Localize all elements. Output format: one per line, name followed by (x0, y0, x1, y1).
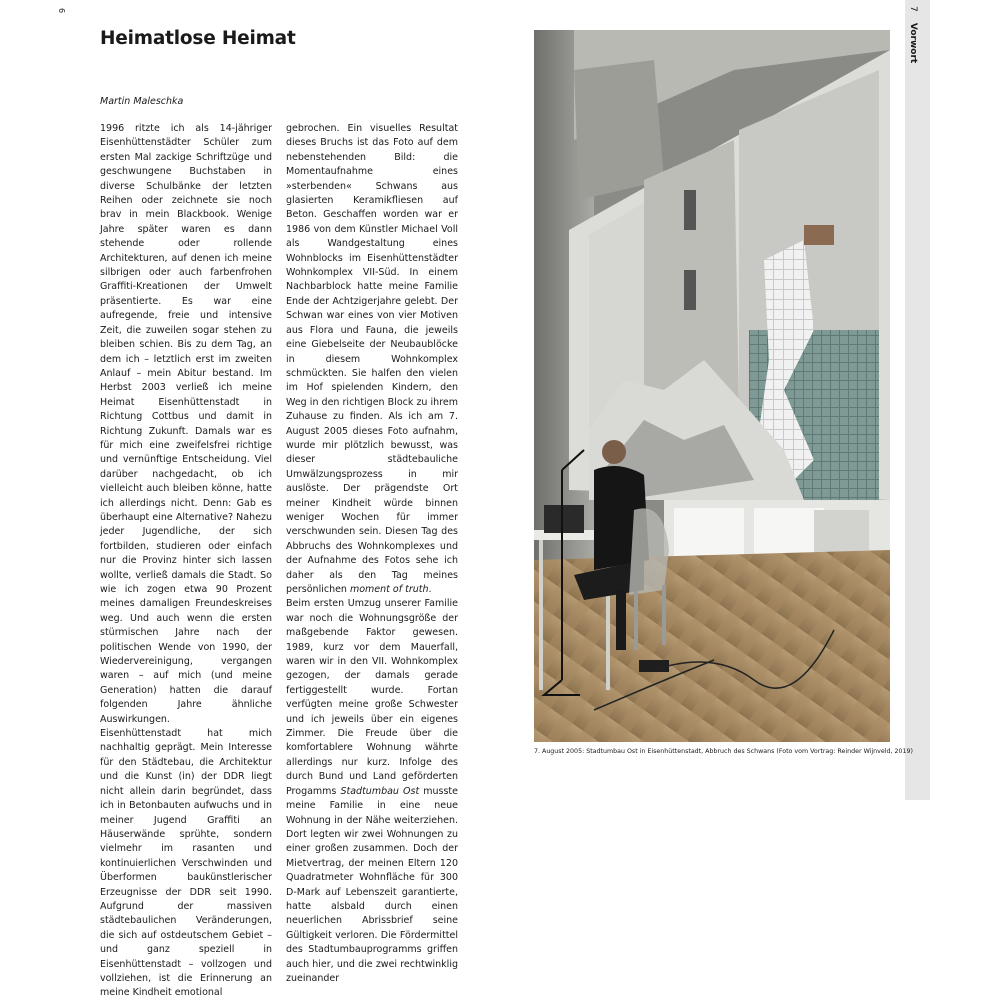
section-tab (905, 0, 930, 800)
emphasis-text: moment of truth (349, 584, 429, 595)
emphasis-text: Stadtumbau Ost (340, 785, 420, 797)
paragraph-text: Beim ersten Umzug unserer Familie war noch die Wohnungsgröße der maßgebende Faktor gewesen. 1989, kurz vor dem Mauerfall, waren wir in den VII. Wohnkomplex gezogen, der damals gerade fertiggestellt wurde. Fortan verfügten meine große Schwester und ich jeweils über ein eigenes Zimmer. Die Freude über die komfortablere Wohnung währte allerdings nur kurz. Infolge des durch Bund und Land geförderten Progamms (286, 598, 458, 797)
paragraph: 1996 ritzte ich als 14-jähriger Eisenhüttenstädter Schüler zum ersten Mal zackige Schriftzüge und geschwungene Buchstaben in diverse Schulbänke der letzten Reihen oder zeichnete sie noch brav in mein Blackbook. Wenige Jahre später waren es dann stehende oder rollende Architekturen, auf denen ich meine silbrigen oder auch farbenfrohen Graffiti-Kreationen der Umwelt präsentierte. Es war eine aufregende, freie und intensive Zeit, die zuweilen sogar stehen zu bleiben schien. Bis zu dem Tag, an dem ich – letztlich erst im zweiten Anlauf – mein Abitur bestand. Im Herbst 2003 verließ ich meine Heimat Eisenhüttenstadt in Richtung Cottbus und damit in Richtung Zukunft. Damals war es für mich eine zweifelsfrei richtige und vernünftige Entscheidung. Viel darüber nachgedacht, ob ich vielleicht auch bleiben könne, hatte ich allerdings nicht. Denn: Gab es überhaupt eine Alternative? Nahezu jeder Jugendliche, der sich fortbilden, studieren oder einfach nur die Provinz hinter sich lassen wollte, verließ damals die Stadt. So wie ich zogen etwa 90 Prozent meines damaligen Freundeskreises weg. Und auch wenn die ersten stürmischen Jahre nach der politischen Wende von 1990, der Wiedervereinigung, vergangen waren – auf mich (und meine Generation) hatten die darauf folgenden Jahre ähnliche Auswirkungen. (100, 123, 272, 725)
lecture-photo (534, 30, 890, 742)
page-number-left: 6 (57, 8, 66, 14)
text-column-left (100, 122, 272, 1001)
paragraph (286, 122, 458, 597)
article-author: Martin Maleschka (100, 96, 184, 107)
page-number-right: 7 (908, 6, 918, 12)
article-title: Heimatlose Heimat (100, 28, 296, 49)
photo-caption: 7. August 2005: Stadtumbau Ost in Eisenhüttenstadt, Abbruch des Schwans (Foto vom Vortrag: Reinder Wijnveld, 2019) (534, 748, 913, 755)
paragraph-text: gebrochen. Ein visuelles Resultat dieses Bruchs ist das Foto auf dem nebenstehenden Bild: die Momentaufnahme eines »sterbenden« Schwans aus glasierten Keramikfliesen auf Beton. Geschaffen worden war er 1986 von dem Künstler Michael Voll als Wandgestaltung eines Wohnblocks im Eisenhüttenstädter Wohnkomplex VII-Süd. In einem Nachbarblock hatte meine Familie Ende der Achtzigerjahre gelebt. Der Schwan war eines von vier Motiven aus Flora und Fauna, die jeweils eine Giebelseite der Neubaublöcke in diesem Wohnkomplex schmückten. Sie halfen den vielen im Hof spielenden Kindern, den Weg in den richtigen Block zu ihrem Zuhause zu finden. Als ich am 7. August 2005 dieses Foto aufnahm, wurde mir plötzlich bewusst, was dieser städtebauliche Umwälzungsprozess in mir auslöste. Der prägendste Ort meiner Kindheit würde binnen weniger Wochen für immer verschwunden sein. Diesen Tag des Abbruchs des Wohnkomplexes und der Aufnahme des Fotos sehe ich daher als den Tag meines persönlichen (286, 123, 458, 595)
section-tab-title: Vorwort (908, 22, 918, 64)
paragraph: Eisenhüttenstadt hat mich nachhaltig geprägt. Mein Interesse für den Städtebau, die Architektur und die Kunst (in) der DDR liegt nicht allein darin begründet, dass ich in Betonbauten aufwuchs und in meiner Jugend Graffiti an Häuserwände sprühte, sondern vielmehr im rasanten und kontinuierlichen Verschwinden und Überformen baukünstlerischer Erzeugnisse der DDR seit 1990. Aufgrund der massiven städtebaulichen Veränderungen, die sich auf ostdeutschem Gebiet – und ganz speziell in Eisenhüttenstadt – vollzogen und vollziehen, ist die Erinnerung an meine Kindheit emotional (100, 728, 272, 999)
paragraph-text: . (428, 584, 432, 595)
paragraph-text: musste meine Familie in eine neue Wohnung in der Nähe weiterziehen. Dort legten wir zwei Wohnungen zu einer großen zusammen. Doch der Mietvertrag, der meinen Eltern 120 Quadratmeter Wohnfläche für 300 D-Mark auf Lebenszeit garantierte, hatte alsbald durch einen neuerlichen Abrissbrief seine Gültigkeit verloren. Die Fördermittel des Stadtumbauprogramms griffen auch hier, und die zwei rechtwinklig zueinander (286, 785, 458, 984)
paragraph (286, 597, 458, 986)
text-column-right (286, 122, 458, 986)
section-tab-label (908, 6, 918, 71)
